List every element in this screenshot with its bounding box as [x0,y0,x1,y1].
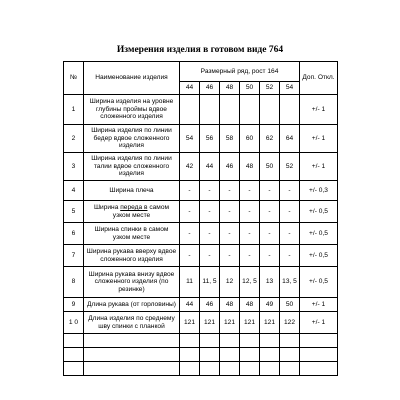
empty-cell [180,348,200,362]
empty-cell [200,334,220,348]
row-num: 8 [64,267,84,298]
value-cell: - [260,245,280,267]
empty-cell [260,348,280,362]
empty-cell [84,362,180,376]
empty-cell [220,348,240,362]
value-cell: 64 [280,125,300,153]
empty-row [64,348,338,362]
row-num: 1 [64,95,84,125]
tolerance-cell: +/- 0,5 [300,201,338,223]
value-cell: 46 [200,298,220,312]
value-cell [180,95,200,125]
empty-cell [200,362,220,376]
value-cell: 12 [220,267,240,298]
empty-cell [300,334,338,348]
row-name: Ширина изделия на уровне глубины проймы вдвое сложенного изделия [84,95,180,125]
empty-cell [260,334,280,348]
size-cell: 44 [180,82,200,95]
value-cell: - [200,223,220,245]
empty-cell [280,362,300,376]
value-cell: 13, 5 [280,267,300,298]
value-cell: - [200,245,220,267]
value-cell: - [240,181,260,201]
value-cell: 62 [260,125,280,153]
value-cell: - [220,245,240,267]
value-cell: 122 [280,312,300,334]
empty-cell [260,362,280,376]
value-cell: 42 [180,153,200,181]
value-cell: - [260,181,280,201]
row-num: 1 0 [64,312,84,334]
row-name: Ширина спинки в самом узком месте [84,223,180,245]
tolerance-cell: +/- 0,5 [300,267,338,298]
value-cell: - [200,181,220,201]
size-cell: 54 [280,82,300,95]
empty-cell [240,362,260,376]
measurements-table [63,61,338,376]
value-cell [220,95,240,125]
value-cell: 13 [260,267,280,298]
value-cell: - [220,201,240,223]
value-cell: 46 [220,153,240,181]
value-cell: 52 [280,153,300,181]
empty-row [64,334,338,348]
row-name-underlined: переда в [120,203,148,211]
empty-cell [64,334,84,348]
value-cell: - [180,223,200,245]
table-row [64,125,338,153]
empty-cell [240,348,260,362]
row-name: Ширина рукава внизу вдвое сложенного изделия (по резинке) [84,267,180,298]
value-cell: 11, 5 [200,267,220,298]
empty-cell [220,334,240,348]
empty-cell [180,362,200,376]
tolerance-cell: +/- 1 [300,312,338,334]
row-num: 7 [64,245,84,267]
empty-cell [280,348,300,362]
value-cell: 44 [200,153,220,181]
value-cell: - [280,223,300,245]
value-cell: 56 [200,125,220,153]
value-cell: 50 [280,298,300,312]
table-row [64,267,338,298]
row-name: Длина изделия по среднему шву спинки с планкой [84,312,180,334]
tolerance-cell: +/- 1 [300,125,338,153]
value-cell: 121 [220,312,240,334]
size-cell: 50 [240,82,260,95]
empty-cell [180,334,200,348]
value-cell: 121 [200,312,220,334]
tolerance-cell: +/- 0,3 [300,181,338,201]
value-cell: - [220,181,240,201]
value-cell [240,95,260,125]
row-num: 6 [64,223,84,245]
value-cell: - [220,223,240,245]
tolerance-cell: +/- 1 [300,153,338,181]
empty-cell [300,348,338,362]
empty-cell [64,348,84,362]
empty-cell [300,362,338,376]
row-num: 2 [64,125,84,153]
value-cell: 60 [240,125,260,153]
value-cell: - [260,223,280,245]
header-name: Наименование изделия [84,62,180,95]
row-name-part: самом узком месте [112,203,170,219]
empty-cell [64,362,84,376]
value-cell: 44 [180,298,200,312]
value-cell: - [280,245,300,267]
table-row [64,223,338,245]
row-name-part: Ширина [93,203,121,211]
value-cell: - [240,223,260,245]
value-cell: - [180,245,200,267]
tolerance-cell: +/- 1 [300,298,338,312]
value-cell: - [180,181,200,201]
value-cell: - [200,201,220,223]
size-cell: 48 [220,82,240,95]
table-row [64,95,338,125]
empty-cell [220,362,240,376]
value-cell: - [240,201,260,223]
row-name: Ширина изделия по линии талии вдвое сложенного изделия [84,153,180,181]
value-cell: - [180,201,200,223]
row-name: Ширина рукава вверху вдвое сложенного изделия [84,245,180,267]
value-cell: - [280,181,300,201]
value-cell: - [280,201,300,223]
table-row [64,153,338,181]
table-row [64,245,338,267]
document-title: Измерения изделия в готовом виде 764 [116,45,284,55]
value-cell: 54 [180,125,200,153]
value-cell: - [260,201,280,223]
value-cell: 121 [260,312,280,334]
size-cell: 46 [200,82,220,95]
header-size-range: Размерный ряд, рост 164 [180,62,300,82]
row-num: 4 [64,181,84,201]
row-name: Ширина плеча [84,181,180,201]
row-name: Длина рукава (от горловины) [84,298,180,312]
value-cell: 50 [260,153,280,181]
value-cell: 12, 5 [240,267,260,298]
value-cell: 121 [240,312,260,334]
value-cell: 58 [220,125,240,153]
value-cell: 49 [260,298,280,312]
row-name: Ширина изделия по линии бедер вдвое сложенного изделия [84,125,180,153]
value-cell [280,95,300,125]
empty-row [64,362,338,376]
header-row [64,62,338,82]
value-cell: 48 [220,298,240,312]
value-cell [200,95,220,125]
empty-cell [84,334,180,348]
value-cell: 121 [180,312,200,334]
value-cell: - [240,245,260,267]
empty-cell [84,348,180,362]
header-tolerance: Доп. Откл. [300,62,338,95]
header-num: № [64,62,84,95]
empty-cell [200,348,220,362]
tolerance-cell: +/- 0,5 [300,245,338,267]
table-row [64,201,338,223]
table-row [64,298,338,312]
table-row [64,181,338,201]
tolerance-cell: +/- 1 [300,95,338,125]
row-num: 5 [64,201,84,223]
value-cell: 48 [240,298,260,312]
size-cell: 52 [260,82,280,95]
row-num: 9 [64,298,84,312]
value-cell: 11 [180,267,200,298]
empty-cell [240,334,260,348]
value-cell [260,95,280,125]
row-num: 3 [64,153,84,181]
row-name [84,201,180,223]
tolerance-cell: +/- 0,5 [300,223,338,245]
empty-cell [280,334,300,348]
value-cell: 48 [240,153,260,181]
table-row [64,312,338,334]
